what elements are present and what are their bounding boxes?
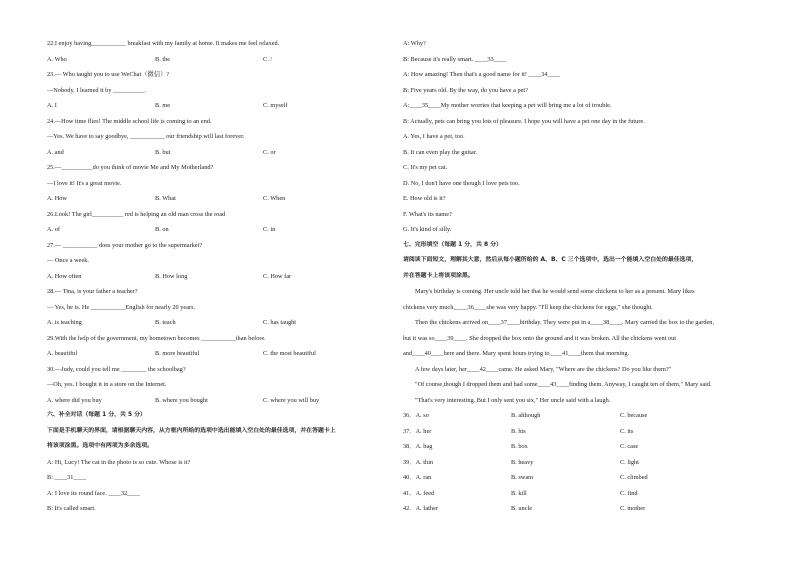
text-line: E. How old is it? <box>403 195 446 202</box>
text-line: B: Because it's really smart. ____33____ <box>403 55 507 63</box>
answer-option: 42．A. father <box>403 505 438 512</box>
left-column <box>47 36 377 517</box>
answer-options <box>403 455 759 471</box>
section-heading-text: 六、补全对话（每题 1 分，共 5 分） <box>47 412 146 418</box>
text-line: A: Hi, Lucy! The cat in the photo is so cute. Whose is it? <box>47 458 191 466</box>
answer-option: B. although <box>511 412 541 419</box>
answer-option: B. teach <box>155 319 176 326</box>
answer-options <box>47 269 377 285</box>
text-line: 29.With the help of the government, my hometown becomes ___________than before. <box>47 334 266 342</box>
answer-options <box>47 315 377 331</box>
text-line: A: How amazing! Then that's a good name for it! ____34____ <box>403 71 561 78</box>
answer-options <box>47 222 377 238</box>
text-line: — Yes, he is. He ___________English for nearly 20 years. <box>47 303 196 311</box>
answer-option: A. where did you buy <box>47 396 102 404</box>
text-line: 28.— Tina, is your father a teacher? <box>47 288 138 295</box>
answer-options <box>47 393 377 409</box>
answer-option: A. beautiful <box>47 350 78 357</box>
text-line: 26.Look! The girl__________ red is helping an old man cross the road <box>47 210 226 218</box>
answer-option: 38．A. bag <box>403 443 433 450</box>
text-line: chickens very much,____36____she was very happy. "I'll keep the chickens for eggs," she thought. <box>403 303 653 311</box>
text-line: 24.—How time flies! The middle school life is coming to an end. <box>47 117 212 125</box>
text-line: B. It can even play the guitar. <box>403 148 478 156</box>
answer-option: B. What <box>155 195 176 202</box>
answer-option: B. How long <box>155 272 188 280</box>
text-line: A few days later, her____42____came. He asked Mary, "Where are the chickens? Do you like them?" <box>415 365 672 373</box>
text-line: —Nobody. I learned it by __________. <box>47 86 147 94</box>
answer-option: C. / <box>263 55 273 63</box>
answer-option: B. box <box>511 443 528 450</box>
answer-option: 41．A. feed <box>403 489 435 497</box>
text-line: 23.— Who taught you to use WeChat（微信）? <box>47 71 170 78</box>
answer-option: C. mother <box>620 505 646 512</box>
text-line: A: I love its round face. ____32____ <box>47 489 140 497</box>
text-line: A. Yes, I have a pet, too. <box>403 133 465 140</box>
answer-option: C. where you will buy <box>263 396 320 404</box>
answer-option: A. Who <box>47 55 67 63</box>
text-line: B: Actually, pets can bring you lots of pleasure. I hope you will have a pet one day in the future. <box>403 117 645 125</box>
text-line: D. No, I don't have one though I love pets too. <box>403 179 520 187</box>
text-line: C. It's my pet cat. <box>403 164 448 171</box>
answer-option: 36．A. so <box>403 412 429 419</box>
answer-option: 39．A. thin <box>403 458 434 466</box>
answer-option: B. but <box>155 148 171 156</box>
section-heading-text: 将该项涂黑。选项中有两项为多余选项。 <box>47 443 154 449</box>
answer-option: C. has taught <box>263 319 297 326</box>
answer-option: B. swam <box>511 474 534 481</box>
answer-option: B. his <box>511 427 526 435</box>
text-line: B: Five years old. By the way, do you have a pet? <box>403 86 528 94</box>
text-line: "That's very interesting. But I only sent you six," Her uncle said with a laugh. <box>415 396 611 404</box>
answer-options <box>47 98 377 114</box>
answer-option: A. How often <box>47 272 82 280</box>
text-line: 22.I enjoy having___________ breakfast with my family at home. It makes me feel relaxed. <box>47 40 280 47</box>
text-line: 30.—Judy, could you tell me ________ the schoolbag? <box>47 365 186 373</box>
answer-option: C. light <box>620 458 639 466</box>
answer-option: C. the most beautiful <box>263 350 316 357</box>
text-line: Then the chickens arrived on____37____birthday. They were put in a____38____. Mary carried the box to the garden, <box>415 319 715 326</box>
answer-option: B. where you bought <box>155 396 208 404</box>
answer-option: B. me <box>155 102 171 109</box>
answer-options <box>403 470 759 486</box>
right-column <box>403 36 759 517</box>
answer-option: 40．A. ran <box>403 474 432 481</box>
answer-options <box>47 145 377 161</box>
text-line: G. It's kind of silly. <box>403 226 452 233</box>
text-line: A:____35____My mother worries that keeping a pet will bring me a lot of trouble. <box>403 102 612 109</box>
answer-option: B. on <box>155 226 169 233</box>
text-line: A: Why? <box>403 40 426 47</box>
text-line: B: It's called smart. <box>47 505 96 512</box>
answer-option: C. find <box>620 489 638 497</box>
text-line: Mary's birthday is coming. Her uncle told her that he would send some chickens to her as a present. Mary likes <box>415 288 695 295</box>
answer-option: C. case <box>620 443 639 450</box>
section-heading-text: 并在答题卡上将该项涂黑。 <box>403 272 474 279</box>
answer-option: A. is teaching <box>47 319 82 326</box>
answer-option: C. because <box>620 412 648 419</box>
answer-option: 37．A. her <box>403 427 432 435</box>
answer-options <box>403 424 759 440</box>
answer-option: B. more beautiful <box>155 350 200 357</box>
answer-options <box>403 439 759 455</box>
answer-option: B. uncle <box>511 505 532 512</box>
answer-option: C. its <box>620 427 634 435</box>
answer-options <box>47 346 377 362</box>
answer-options <box>403 408 759 424</box>
answer-options <box>47 52 377 68</box>
answer-option: A. How <box>47 195 67 202</box>
section-heading-text: 请阅读下面短文，理解其大意，然后从每小题所给的 A、B、C 三个选项中，选出一个能填入空白处的最佳选项， <box>403 257 698 263</box>
text-line: —I love it! It's a great movie. <box>47 179 122 187</box>
text-line: 25.—__________do you think of movie Me and My Motherland? <box>47 164 214 171</box>
section-heading-text: 七、完形填空（每题 1 分，共 8 分） <box>403 241 502 248</box>
text-line: and____40____here and there. Mary spent hours trying to____41____them that morning. <box>403 350 630 357</box>
answer-options <box>47 191 377 207</box>
answer-option: B. kill <box>511 489 527 497</box>
answer-option: C. or <box>263 148 276 156</box>
answer-option: C. When <box>263 195 286 202</box>
text-line: but it was so____39____. She dropped the box onto the ground and it was broken. All the chickens went out <box>403 334 677 342</box>
answer-options <box>403 501 759 517</box>
text-line: B: ____31____ <box>47 474 87 481</box>
answer-option: C. climbed <box>620 474 648 481</box>
section-heading-text: 下面是手机聊天的界面，请根据聊天内容，从方框内所给的选项中选出能填入空白处的最佳选项，并在答题卡上 <box>47 427 336 434</box>
answer-option: B. heavy <box>511 458 534 466</box>
text-line: F. What's its name? <box>403 210 452 218</box>
answer-option: A. of <box>47 226 60 233</box>
text-line: —Oh, yes. I bought it in a store on the Internet. <box>47 381 167 388</box>
answer-option: A. and <box>47 148 64 156</box>
text-line: — Once a week. <box>47 257 89 264</box>
answer-option: C. in <box>263 226 276 233</box>
answer-options <box>403 486 759 502</box>
answer-option: B. the <box>155 55 171 63</box>
answer-option: A. I <box>47 102 57 109</box>
answer-option: C. How far <box>263 272 292 280</box>
text-line: —Yes. We have to say goodbye, ___________ our friendship will last forever. <box>47 133 245 140</box>
answer-option: C. myself <box>263 102 288 109</box>
text-line: "Of course,though I dropped them and had some____43____finding them. Anyway, I caught ten of them," Mary said. <box>415 381 712 388</box>
text-line: 27.— ___________ does your mother go to the supermarket? <box>47 241 203 249</box>
